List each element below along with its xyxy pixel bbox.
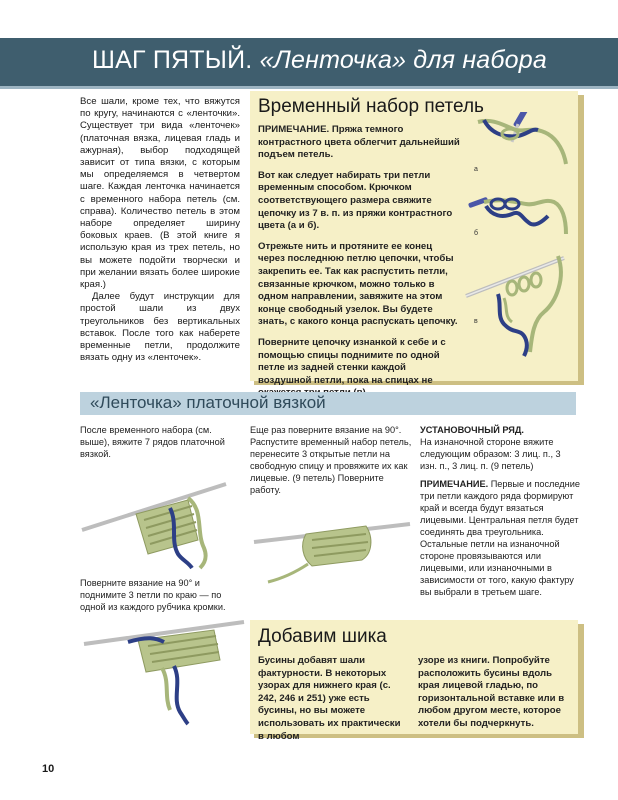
intro-column bbox=[80, 96, 240, 364]
garter-strip-illustration bbox=[78, 470, 248, 570]
label-b: б bbox=[474, 230, 479, 237]
cast-on-para-1: Вот как следует набирать три петли временным способом. Крючком соответствующего размера свяжите цепочку из 7 в. п. из пряжи контрастного цвета (а и б). bbox=[258, 169, 453, 232]
nine-stitch-illustration bbox=[250, 508, 420, 588]
garter-step-1: После временного набора (см. выше), вяжите 7 рядов платочной вязкой. bbox=[80, 425, 225, 459]
intro-paragraph-1: Все шали, кроме тех, что вяжутся по кругу, начинаются с «ленточки». Существует три вида «ленточек» (платочная вязка, лицевая гладь и ажурная), выбор подходящей зависит от типа вязки, с которым мы определяемся в четвертом шаге. Каждая ленточка начинается с временного набора петель (см. справа). Количество петель в этом наборе определяет ширину боковых краев. (В этой книге я использую края из трех петель, но вы можете подойти творчески и при желании вязать более широкие края.) bbox=[80, 96, 240, 291]
label-a: а bbox=[474, 166, 478, 173]
chic-text-right: узоре из книги. Попробуйте расположить бусины вдоль края лицевой гладью, по горизонтальной вставке или в любом другом месте, которое хотели бы подчеркнуть. bbox=[418, 655, 565, 729]
cast-on-note-label: ПРИМЕЧАНИЕ. bbox=[258, 124, 330, 135]
title-main: ШАГ ПЯТЫЙ. bbox=[92, 46, 253, 74]
garter-note-text: Первые и последние три петли каждого ряда формируют край и всегда будут вязаться лицевыми. Центральная петля будет соединять два треугольника. Остальные петли на изнаночной стороне провязываются или лицевыми, или изнаночными в зависимости от того, какую фактуру вы выбрали в третьем шаге. bbox=[420, 479, 580, 597]
crochet-chain-illustration-a bbox=[464, 112, 570, 176]
crochet-chain-illustration-b bbox=[462, 182, 570, 242]
cast-on-text bbox=[258, 124, 460, 408]
chic-text-left: Бусины добавят шали фактурности. В некоторых узорах для нижнего края (с. 242, 246 и 251) уже есть бусины, но вы можете использовать их практически в любом bbox=[258, 655, 401, 742]
header-stripe bbox=[0, 86, 618, 89]
label-c: в bbox=[474, 318, 478, 325]
setup-row-block bbox=[420, 424, 580, 598]
section-title: «Ленточка» платочной вязкой bbox=[90, 393, 326, 412]
garter-step-3: Еще раз поверните вязание на 90°. Распустите временный набор петель, перенесите 3 открытые петли на свободную спицу и провяжите их как лицевые. (9 петель) Поверните работу. bbox=[250, 425, 412, 495]
title-sub: «Ленточка» для набора bbox=[259, 46, 547, 74]
cast-on-para-2: Отрежьте нить и протяните ее конец через последнюю петлю цепочки, чтобы закрепить ее. Так как распустить петли, связанные крючком, можно только в одном направлении, завяжите на этом конце свободный узелок. Вы будете знать, с какого конца распускать цепочку. bbox=[258, 240, 458, 328]
cast-on-heading: Временный набор петель bbox=[258, 96, 484, 117]
page-number: 10 bbox=[42, 763, 55, 775]
cast-on-para-3: Поверните цепочку изнанкой к себе и с помощью спицы поднимите по одной петле из задней стенки каждой воздушной петли, пока на спицах не bbox=[258, 336, 446, 386]
cast-on-note-text: Пряжа темного контрастного цвета облегчит дальнейший подъем петель. bbox=[258, 124, 460, 161]
garter-note-label: ПРИМЕЧАНИЕ. bbox=[420, 479, 489, 489]
intro-paragraph-2: Далее будут инструкции для простой шали из двух треугольников без вертикальных вставок. После того как наберете временные петли, продолжите вязать одну из «ленточек». bbox=[80, 291, 240, 364]
page-title bbox=[92, 46, 547, 75]
chic-heading: Добавим шика bbox=[258, 626, 387, 647]
setup-row-text: На изнаночной стороне вяжите следующим образом: 3 лиц. п., 3 изн. п., 3 лиц. п. (9 петель) bbox=[420, 437, 561, 471]
setup-row-label: УСТАНОВОЧНЫЙ РЯД. bbox=[420, 425, 524, 435]
garter-step-2: Поверните вязание на 90° и поднимите 3 петли по краю — по одной из каждого рубчика кромки. bbox=[80, 578, 226, 612]
pickup-edge-illustration bbox=[78, 616, 248, 726]
needle-pickup-illustration-c bbox=[460, 248, 572, 358]
